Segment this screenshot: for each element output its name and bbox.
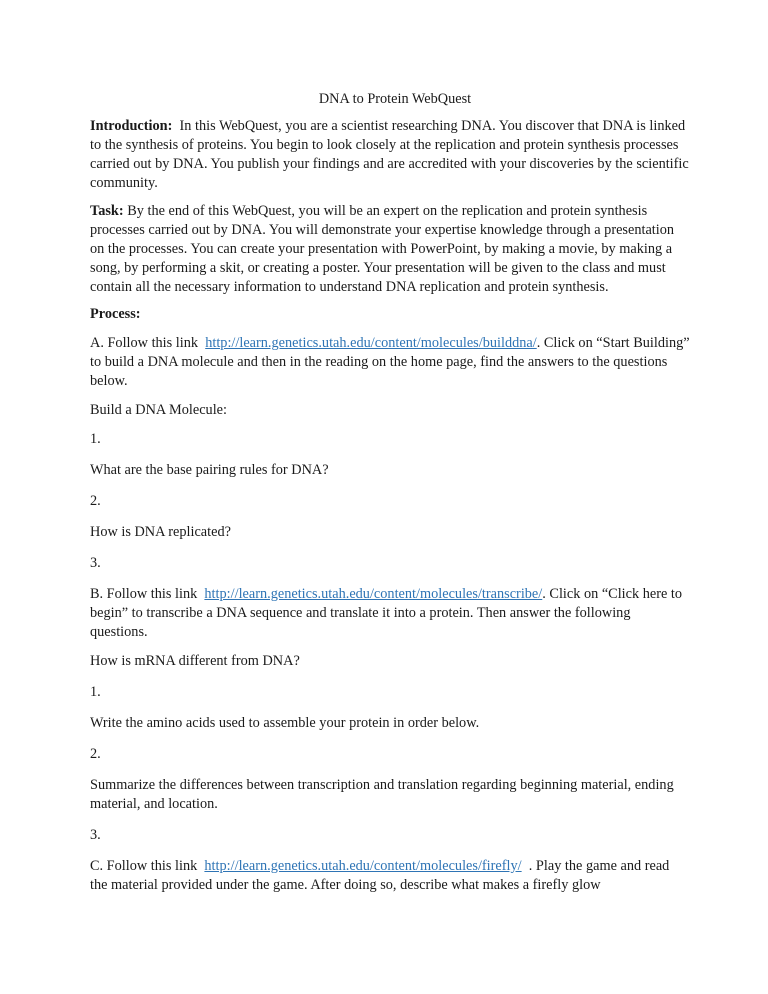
question-text: Summarize the differences between transcription and translation regarding beginning material, ending material, and location. — [90, 777, 674, 812]
process-label: Process: — [90, 306, 141, 322]
question-number: 2. — [90, 493, 101, 509]
question-number: 3. — [90, 555, 101, 571]
transcribe-link[interactable]: http://learn.genetics.utah.edu/content/molecules/transcribe/ — [204, 586, 543, 602]
builddna-link[interactable]: http://learn.genetics.utah.edu/content/molecules/builddna/ — [205, 335, 537, 351]
question-number: 1. — [90, 431, 101, 447]
question-number: 1. — [90, 684, 101, 700]
section-b-suffix: . Click on “Click here to begin” to transcribe a DNA sequence and translate it into a protein. Then answer the following questions. — [90, 586, 683, 640]
question-number: 2. — [90, 746, 101, 762]
introduction-paragraph — [90, 117, 690, 193]
question-text: How is mRNA different from DNA? — [90, 653, 300, 669]
section-b-prefix: B. Follow this link — [90, 586, 198, 602]
task-paragraph — [90, 202, 690, 297]
section-b-paragraph — [90, 585, 690, 642]
introduction-text: In this WebQuest, you are a scientist researching DNA. You discover that DNA is linked to the synthesis of proteins. You begin to look closely at the replication and protein synthesis processes carried out by DNA. You publish your findings and are accredited with your discoveries by the scientific community. — [90, 118, 689, 191]
section-c-paragraph — [90, 857, 690, 895]
section-c-prefix: C. Follow this link — [90, 858, 198, 874]
section-a-paragraph — [90, 334, 690, 391]
question-number: 3. — [90, 827, 101, 843]
task-label: Task: — [90, 203, 124, 219]
introduction-label: Introduction: — [90, 118, 173, 134]
section-a-suffix: . Click on “Start Building” to build a DNA molecule and then in the reading on the home page, find the answers to the questions below. — [90, 335, 690, 389]
document-page — [90, 90, 690, 905]
question-text: How is DNA replicated? — [90, 524, 231, 540]
question-text: Write the amino acids used to assemble your protein in order below. — [90, 715, 480, 731]
firefly-link[interactable]: http://learn.genetics.utah.edu/content/molecules/firefly/ — [204, 858, 522, 874]
section-a-prefix: A. Follow this link — [90, 335, 199, 351]
section-a-subheading: Build a DNA Molecule: — [90, 402, 227, 418]
task-text: By the end of this WebQuest, you will be an expert on the replication and protein synthesis processes carried out by DNA. You will demonstrate your expertise knowledge through a presentation on the processes. You can create your presentation with PowerPoint, by making a movie, by making a song, by performing a skit, or creating a poster. Your presentation will be given to the class and must contain all the necessary information to understand DNA replication and protein synthesis. — [90, 203, 675, 295]
page-title: DNA to Protein WebQuest — [318, 91, 472, 107]
section-c-suffix: . Play the game and read the material provided under the game. After doing so, describe what makes a firefly glow — [90, 858, 670, 893]
question-text: What are the base pairing rules for DNA? — [90, 462, 329, 478]
process-heading — [90, 305, 690, 324]
